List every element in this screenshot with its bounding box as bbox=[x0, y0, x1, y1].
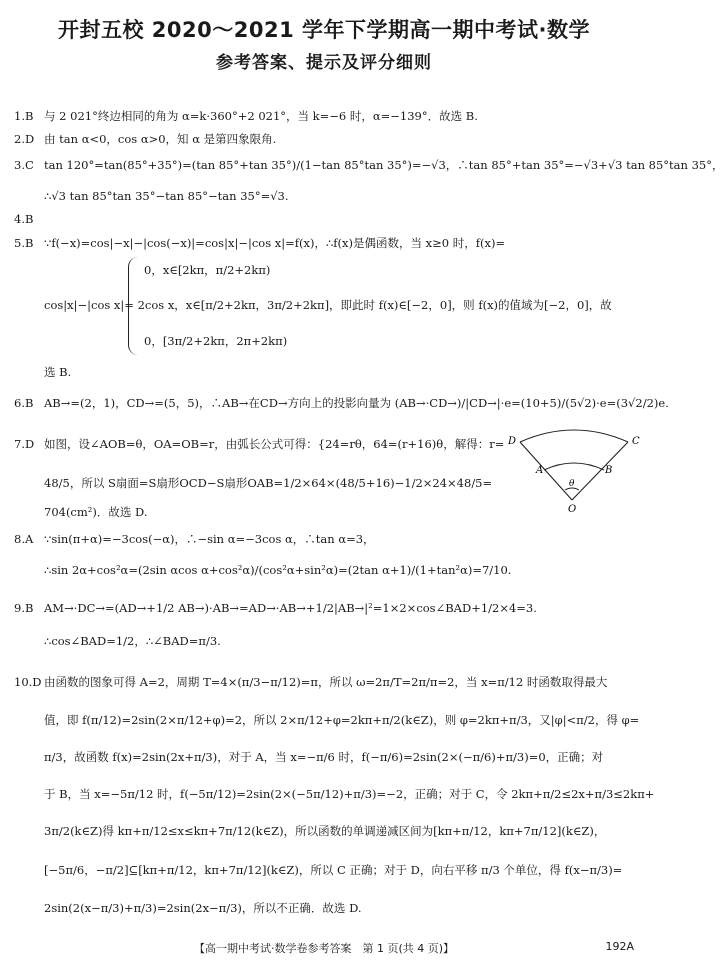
answer-line bbox=[14, 674, 634, 690]
question-number: 7.D bbox=[14, 437, 35, 451]
answer-text: AB→=(2，1)，CD→=(5，5)，∴AB→在CD→方向上的投影向量为 (AB→·CD→)/|CD→|·e=(10+5)/(5√2)·e=(3√2/2)e. bbox=[44, 396, 669, 410]
answer-line bbox=[14, 364, 634, 380]
answer-text: AM→·DC→=(AD→+1/2 AB→)·AB→=AD→·AB→+1/2|AB→|²=1×2×cos∠BAD+1/2×4=3. bbox=[44, 601, 537, 615]
question-number: 5.B bbox=[14, 236, 34, 250]
question-number: 9.B bbox=[14, 601, 34, 615]
answer-line bbox=[14, 436, 504, 452]
answer-line bbox=[14, 188, 634, 204]
answer-line bbox=[14, 131, 634, 147]
answer-text: ∵sin(π+α)=−3cos(−α)，∴−sin α=−3cos α，∴tan α=3， bbox=[44, 532, 375, 546]
answer-text: π/3，故函数 f(x)=2sin(2x+π/3)，对于 A，当 x=−π/6 时，f(−π/6)=2sin(2×(−π/6)+π/3)=0，正确；对 bbox=[44, 750, 604, 764]
question-number: 4.B bbox=[14, 212, 34, 226]
line-OC bbox=[572, 442, 628, 500]
question-number: 8.A bbox=[14, 532, 34, 546]
answer-line bbox=[14, 531, 634, 547]
answer-text: 0，x∈[2kπ，π/2+2kπ) bbox=[144, 263, 271, 277]
answer-text: 704(cm²)．故选 D. bbox=[44, 505, 148, 519]
answer-text: cos|x|−|cos x|= 2cos x，x∈[π/2+2kπ，3π/2+2kπ]，即此时 f(x)∈[−2，0]，则 f(x)的值域为[−2，0]，故 bbox=[44, 298, 612, 312]
piecewise-case bbox=[144, 262, 634, 278]
answer-text: ∴cos∠BAD=1/2，∴∠BAD=π/3. bbox=[44, 634, 221, 648]
answer-line bbox=[14, 600, 634, 616]
page-code: 192A bbox=[605, 940, 634, 953]
page-title: 开封五校 2020～2021 学年下学期高一期中考试·数学 bbox=[58, 18, 590, 42]
question-number: 1.B bbox=[14, 109, 34, 123]
answer-line bbox=[14, 900, 634, 916]
answer-line bbox=[14, 211, 634, 227]
line-OD bbox=[520, 442, 572, 500]
sector-figure bbox=[506, 428, 642, 514]
question-number: 2.D bbox=[14, 132, 35, 146]
answer-text: 于 B，当 x=−5π/12 时，f(−5π/12)=2sin(2×(−5π/12)+π/3)=−2，正确；对于 C，令 2kπ+π/2≤2x+π/3≤2kπ+ bbox=[44, 787, 655, 801]
answer-line bbox=[14, 786, 655, 802]
page-footer: 【高一期中考试·数学卷参考答案 第 1 页(共 4 页)】 bbox=[193, 942, 455, 955]
answer-line bbox=[14, 157, 723, 173]
answer-text: 2sin(2(x−π/3)+π/3)=2sin(2x−π/3)，所以不正确．故选 D. bbox=[44, 901, 362, 915]
answer-line bbox=[14, 862, 634, 878]
answer-line bbox=[14, 633, 634, 649]
answer-text: [−5π/6，−π/2]⊆[kπ+π/12，kπ+7π/12](k∈Z)，所以 C 正确；对于 D，向右平移 π/3 个单位，得 f(x−π/3)= bbox=[44, 863, 623, 877]
answer-text: 由 tan α<0，cos α>0，知 α 是第四象限角. bbox=[44, 132, 277, 146]
outer-arc bbox=[520, 430, 628, 442]
answer-text: tan 120°=tan(85°+35°)=(tan 85°+tan 35°)/(1−tan 85°tan 35°)=−√3，∴tan 85°+tan 35°=−√3+√3 tan 85°tan 35°， bbox=[44, 158, 723, 172]
answer-text: 0，[3π/2+2kπ，2π+2kπ) bbox=[144, 334, 288, 348]
answer-line bbox=[14, 395, 669, 411]
answer-text: ∴√3 tan 85°tan 35°−tan 85°−tan 35°=√3. bbox=[44, 189, 289, 203]
answer-text: ∴sin 2α+cos²α=(2sin αcos α+cos²α)/(cos²α+sin²α)=(2tan α+1)/(1+tan²α)=7/10. bbox=[44, 563, 512, 577]
answer-text: 由函数的图象可得 A=2，周期 T=4×(π/3−π/12)=π，所以 ω=2π/T=2π/π=2，当 x=π/12 时函数取得最大 bbox=[44, 675, 608, 689]
answer-text: ∵f(−x)=cos|−x|−|cos(−x)|=cos|x|−|cos x|=f(x)，∴f(x)是偶函数，当 x≥0 时，f(x)= bbox=[44, 236, 506, 250]
question-number: 3.C bbox=[14, 158, 34, 172]
question-number: 6.B bbox=[14, 396, 34, 410]
answer-line bbox=[14, 108, 634, 124]
answer-line bbox=[14, 823, 634, 839]
answer-line bbox=[14, 712, 640, 728]
label-A: A bbox=[536, 465, 544, 476]
label-D: D bbox=[508, 436, 517, 447]
label-C: C bbox=[632, 436, 640, 447]
answer-text: 48/5，所以 S扇面=S扇形OCD−S扇形OAB=1/2×64×(48/5+16)−1/2×24×48/5= bbox=[44, 476, 493, 490]
piecewise-case bbox=[144, 333, 634, 349]
answer-text: 如图，设∠AOB=θ，OA=OB=r，由弧长公式可得：{24=rθ，64=(r+16)θ，解得：r= bbox=[44, 437, 505, 451]
answer-text: 值，即 f(π/12)=2sin(2×π/12+φ)=2，所以 2×π/12+φ=2kπ+π/2(k∈Z)，则 φ=2kπ+π/3，又|φ|<π/2，得 φ= bbox=[44, 713, 640, 727]
inner-arc bbox=[544, 463, 604, 470]
answer-line bbox=[14, 475, 504, 491]
answer-line bbox=[14, 749, 634, 765]
page-subtitle: 参考答案、提示及评分细则 bbox=[216, 53, 432, 73]
answer-line bbox=[14, 235, 634, 251]
label-O: O bbox=[568, 504, 577, 515]
answer-line bbox=[14, 297, 634, 313]
question-number: 10.D bbox=[14, 675, 42, 689]
answer-text: 3π/2(k∈Z)得 kπ+π/12≤x≤kπ+7π/12(k∈Z)，所以函数的单调递减区间为[kπ+π/12，kπ+7π/12](k∈Z)， bbox=[44, 824, 606, 838]
answer-text: 与 2 021°终边相同的角为 α=k·360°+2 021°，当 k=−6 时，α=−139°．故选 B. bbox=[44, 109, 478, 123]
label-theta: θ bbox=[569, 479, 575, 489]
answer-line bbox=[14, 562, 634, 578]
label-B: B bbox=[605, 465, 613, 476]
answer-text: 选 B. bbox=[44, 365, 72, 379]
